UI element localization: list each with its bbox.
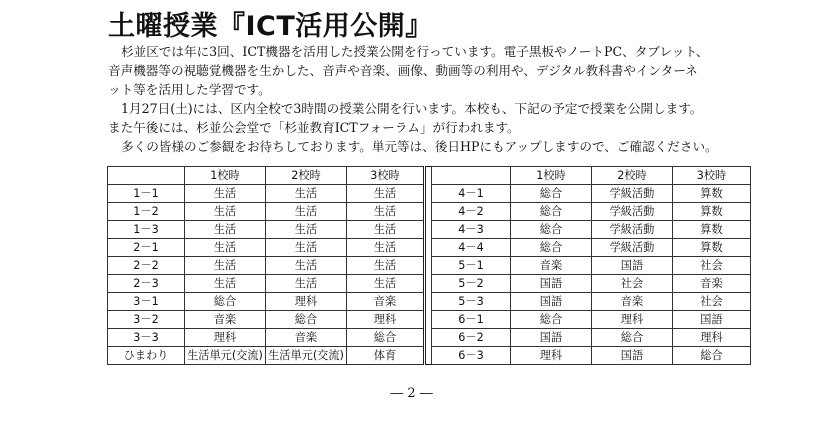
text-line: 音声機器等の視聴覚機器を生かした、音声や音楽、画像、動画等の利用や、デジタル教科書やインターネ — [108, 63, 698, 78]
invitation-paragraph — [108, 137, 758, 156]
subject-cell: 生活 — [266, 239, 347, 257]
class-cell: 6－1 — [432, 311, 511, 329]
class-cell: 2－1 — [108, 239, 185, 257]
header-cell: 3校時 — [347, 167, 425, 185]
table-divider — [425, 257, 432, 275]
subject-cell: 生活 — [185, 275, 266, 293]
subject-cell: 社会 — [592, 275, 673, 293]
table-row — [108, 203, 751, 221]
subject-cell: 生活 — [266, 221, 347, 239]
class-cell: 1－1 — [108, 185, 185, 203]
subject-cell: 理科 — [185, 329, 266, 347]
subject-cell: 総合 — [511, 311, 592, 329]
subject-cell: 理科 — [592, 311, 673, 329]
table-row — [108, 185, 751, 203]
subject-cell: 理科 — [673, 329, 751, 347]
text-line: 1月27日(土)には、区内全校で3時間の授業公開を行います。本校も、下記の予定で授業を公開します。 — [121, 101, 703, 116]
header-cell — [108, 167, 185, 185]
class-cell: 1－3 — [108, 221, 185, 239]
subject-cell: 生活 — [347, 185, 425, 203]
subject-cell: 生活 — [347, 239, 425, 257]
table-row — [108, 347, 751, 365]
subject-cell: 学級活動 — [592, 221, 673, 239]
table-divider — [425, 167, 432, 185]
subject-cell: 総合 — [511, 221, 592, 239]
subject-cell: 理科 — [266, 293, 347, 311]
table-divider — [425, 203, 432, 221]
table-divider — [425, 185, 432, 203]
date-paragraph — [108, 99, 758, 137]
subject-cell: 生活 — [266, 203, 347, 221]
subject-cell: 音楽 — [592, 293, 673, 311]
page-title: 土曜授業『ICT活用公開』 — [108, 11, 433, 42]
subject-cell: 総合 — [511, 203, 592, 221]
table-divider — [425, 275, 432, 293]
subject-cell: 総合 — [347, 329, 425, 347]
class-cell: 4－2 — [432, 203, 511, 221]
subject-cell: 音楽 — [347, 293, 425, 311]
header-cell: 3校時 — [673, 167, 751, 185]
subject-cell: 国語 — [511, 293, 592, 311]
class-cell: 5－2 — [432, 275, 511, 293]
subject-cell: 生活単元(交流) — [185, 347, 266, 365]
text-line: 杉並区では年に3回、ICT機器を活用した授業公開を行っています。電子黒板やノートPC、タブレット、 — [121, 44, 709, 59]
table-divider — [425, 239, 432, 257]
subject-cell: 音楽 — [185, 311, 266, 329]
table-row — [108, 293, 751, 311]
subject-cell: 音楽 — [673, 275, 751, 293]
class-cell: 5－1 — [432, 257, 511, 275]
header-cell: 2校時 — [266, 167, 347, 185]
subject-cell: 体育 — [347, 347, 425, 365]
subject-cell: 算数 — [673, 239, 751, 257]
class-cell: 2－3 — [108, 275, 185, 293]
subject-cell: 国語 — [673, 311, 751, 329]
class-cell: ひまわり — [108, 347, 185, 365]
subject-cell: 生活 — [347, 203, 425, 221]
table-divider — [425, 293, 432, 311]
subject-cell: 総合 — [592, 329, 673, 347]
page-number: ― 2 ― — [390, 386, 433, 401]
subject-cell: 国語 — [511, 329, 592, 347]
header-cell — [432, 167, 511, 185]
subject-cell: 生活 — [185, 239, 266, 257]
class-cell: 1－2 — [108, 203, 185, 221]
subject-cell: 国語 — [592, 257, 673, 275]
subject-cell: 算数 — [673, 185, 751, 203]
subject-cell: 生活 — [185, 221, 266, 239]
schedule-table — [107, 166, 751, 365]
subject-cell: 総合 — [185, 293, 266, 311]
subject-cell: 学級活動 — [592, 185, 673, 203]
subject-cell: 音楽 — [266, 329, 347, 347]
subject-cell: 生活 — [266, 185, 347, 203]
intro-paragraph — [108, 42, 758, 99]
header-cell: 2校時 — [592, 167, 673, 185]
subject-cell: 生活 — [185, 203, 266, 221]
class-cell: 3－1 — [108, 293, 185, 311]
table-row — [108, 239, 751, 257]
subject-cell: 総合 — [673, 347, 751, 365]
subject-cell: 理科 — [511, 347, 592, 365]
subject-cell: 総合 — [266, 311, 347, 329]
class-cell: 6－2 — [432, 329, 511, 347]
subject-cell: 音楽 — [511, 257, 592, 275]
table-row — [108, 275, 751, 293]
class-cell: 4－1 — [432, 185, 511, 203]
subject-cell: 社会 — [673, 293, 751, 311]
table-row — [108, 221, 751, 239]
subject-cell: 学級活動 — [592, 239, 673, 257]
table-divider — [425, 329, 432, 347]
header-cell: 1校時 — [511, 167, 592, 185]
class-cell: 4－3 — [432, 221, 511, 239]
subject-cell: 生活 — [347, 257, 425, 275]
subject-cell: 生活 — [266, 275, 347, 293]
subject-cell: 生活 — [185, 257, 266, 275]
table-header-row — [108, 167, 751, 185]
subject-cell: 学級活動 — [592, 203, 673, 221]
class-cell: 4－4 — [432, 239, 511, 257]
subject-cell: 生活 — [185, 185, 266, 203]
class-cell: 2－2 — [108, 257, 185, 275]
text-line: ット等を活用した学習です。 — [108, 82, 271, 97]
subject-cell: 総合 — [511, 185, 592, 203]
class-cell: 3－3 — [108, 329, 185, 347]
class-cell: 5－3 — [432, 293, 511, 311]
subject-cell: 理科 — [347, 311, 425, 329]
text-line: 多くの皆様のご参観をお待ちしております。単元等は、後日HPにもアップしますので、ご確認ください。 — [121, 139, 718, 154]
subject-cell: 国語 — [592, 347, 673, 365]
subject-cell: 算数 — [673, 203, 751, 221]
class-cell: 6－3 — [432, 347, 511, 365]
table-divider — [425, 221, 432, 239]
subject-cell: 生活 — [347, 221, 425, 239]
subject-cell: 総合 — [511, 239, 592, 257]
table-row — [108, 257, 751, 275]
table-row — [108, 311, 751, 329]
subject-cell: 生活単元(交流) — [266, 347, 347, 365]
table-divider — [425, 347, 432, 365]
table-divider — [425, 311, 432, 329]
subject-cell: 生活 — [266, 257, 347, 275]
table-row — [108, 329, 751, 347]
subject-cell: 国語 — [511, 275, 592, 293]
subject-cell: 算数 — [673, 221, 751, 239]
subject-cell: 社会 — [673, 257, 751, 275]
class-cell: 3－2 — [108, 311, 185, 329]
subject-cell: 生活 — [347, 275, 425, 293]
header-cell: 1校時 — [185, 167, 266, 185]
text-line: また午後には、杉並公会堂で「杉並教育ICTフォーラム」が行われます。 — [108, 120, 520, 135]
